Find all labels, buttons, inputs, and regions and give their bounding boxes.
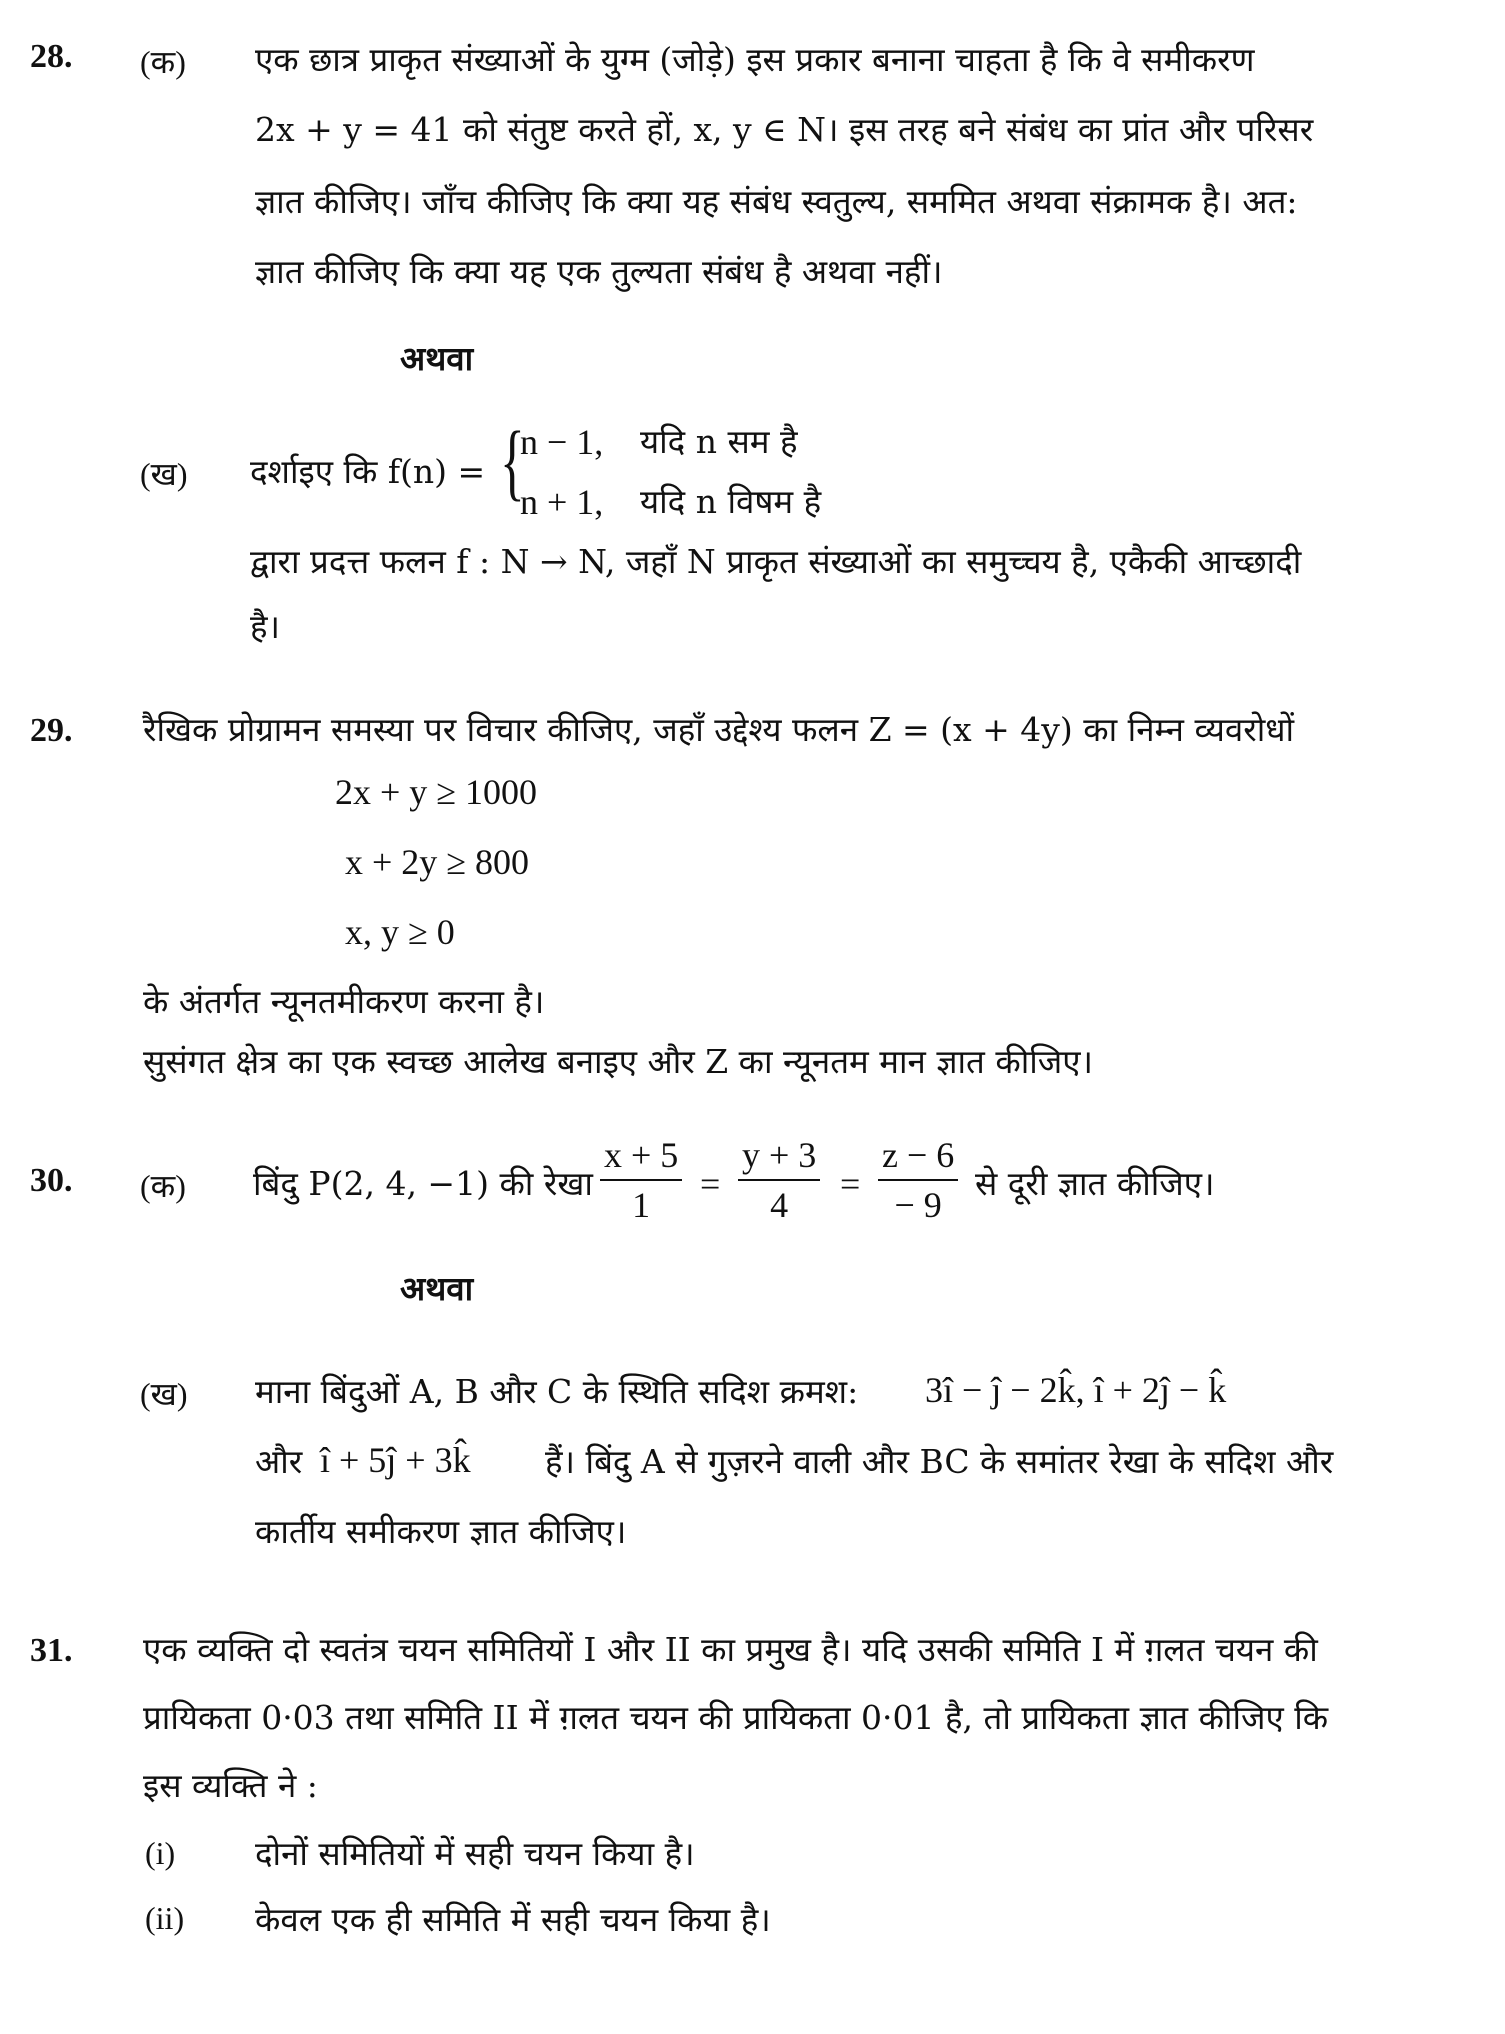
q28b-intro: दर्शाइए कि f(n) = <box>250 452 486 491</box>
q31-part-i-text: दोनों समितियों में सही चयन किया है। <box>255 1834 695 1873</box>
q30-or-divider: अथवा <box>400 1269 474 1308</box>
fraction-z <box>878 1135 958 1225</box>
q30b-line-2-post: हैं। बिंदु A से गुज़रने वाली और BC के समांतर रेखा के सदिश और <box>545 1442 1334 1481</box>
q31-part-i-label: (i) <box>145 1835 176 1871</box>
q30b-line-2-pre: और <box>255 1442 303 1481</box>
q30-part-b-label: (ख) <box>140 1376 188 1412</box>
q30b-line-3: कार्तीय समीकरण ज्ञात कीजिए। <box>255 1512 627 1551</box>
q28a-line-4: ज्ञात कीजिए कि क्या यह एक तुल्यता संबंध है अथवा नहीं। <box>255 252 943 291</box>
q29-constraint-3: x, y ≥ 0 <box>345 912 455 952</box>
q28a-line-2: 2x + y = 41 को संतुष्ट करते हों, x, y ∈ N। इस तरह बने संबंध का प्रांत और परिसर <box>255 110 1314 149</box>
q28b-line-2: है। <box>250 607 281 646</box>
question-number-31: 31. <box>30 1632 73 1669</box>
question-number-28: 28. <box>30 38 73 75</box>
q28-or-divider: अथवा <box>400 339 474 378</box>
q28b-case2-expr: n + 1, <box>520 482 604 522</box>
question-number-29: 29. <box>30 712 73 749</box>
q28a-line-1: एक छात्र प्राकृत संख्याओं के युग्म (जोड़े) इस प्रकार बनाना चाहता है कि वे समीकरण <box>255 40 1255 79</box>
fraction-x-numerator: x + 5 <box>604 1135 679 1175</box>
question-number-30: 30. <box>30 1162 73 1199</box>
q29-line-2: सुसंगत क्षेत्र का एक स्वच्छ आलेख बनाइए और Z का न्यूनतम मान ज्ञात कीजिए। <box>143 1042 1094 1081</box>
piecewise-brace: { <box>500 413 525 509</box>
q28b-line-1: द्वारा प्रदत्त फलन f : N → N, जहाँ N प्राकृत संख्याओं का समुच्चय है, एकैकी आच्छादी <box>250 542 1302 581</box>
fraction-bar <box>738 1179 820 1181</box>
equals-sign-1: = <box>700 1164 721 1204</box>
q30b-vector-c: î + 5ĵ + 3k̂ <box>320 1440 471 1480</box>
q30a-pre: बिंदु P(2, 4, −1) की रेखा <box>253 1164 593 1203</box>
fraction-bar <box>878 1179 958 1181</box>
q28-part-a-label: (क) <box>140 44 186 80</box>
fraction-x-denominator: 1 <box>632 1185 651 1225</box>
q28b-case2-cond: यदि n विषम है <box>640 482 822 521</box>
q31-line-1: एक व्यक्ति दो स्वतंत्र चयन समितियों I और II का प्रमुख है। यदि उसकी समिति I में ग़लत चयन की <box>143 1630 1318 1669</box>
fraction-y-numerator: y + 3 <box>742 1135 817 1175</box>
fraction-z-numerator: z − 6 <box>882 1135 955 1175</box>
fraction-z-denominator: − 9 <box>894 1185 942 1225</box>
q29-line-1: के अंतर्गत न्यूनतमीकरण करना है। <box>143 982 545 1021</box>
q28-part-b-label: (ख) <box>140 456 188 492</box>
q31-line-3: इस व्यक्ति ने : <box>143 1766 318 1805</box>
q31-line-2: प्रायिकता 0·03 तथा समिति II में ग़लत चयन की प्रायिकता 0·01 है, तो प्रायिकता ज्ञात कीजिए कि <box>143 1698 1329 1737</box>
q28b-case1-expr: n − 1, <box>520 422 604 462</box>
fraction-y-denominator: 4 <box>770 1185 789 1225</box>
equals-sign-2: = <box>840 1164 861 1204</box>
q30-part-a-label: (क) <box>140 1168 186 1204</box>
fraction-bar <box>600 1179 682 1181</box>
q30b-vectors-a-b: 3î − ĵ − 2k̂, î + 2ĵ − k̂ <box>925 1370 1227 1410</box>
fraction-x <box>600 1135 682 1225</box>
q29-constraint-2: x + 2y ≥ 800 <box>345 842 530 882</box>
fraction-y <box>738 1135 820 1225</box>
q28a-line-3: ज्ञात कीजिए। जाँच कीजिए कि क्या यह संबंध स्वतुल्य, सममित अथवा संक्रामक है। अत: <box>255 182 1298 221</box>
q31-part-ii-text: केवल एक ही समिति में सही चयन किया है। <box>255 1900 771 1939</box>
q29-intro: रैखिक प्रोग्रामन समस्या पर विचार कीजिए, जहाँ उद्देश्य फलन Z = (x + 4y) का निम्न व्यवरोधों <box>143 710 1295 749</box>
q28b-case1-cond: यदि n सम है <box>640 422 798 461</box>
q30a-post: से दूरी ज्ञात कीजिए। <box>975 1164 1215 1203</box>
q31-part-ii-label: (ii) <box>145 1900 185 1936</box>
q30b-line-1-text: माना बिंदुओं A, B और C के स्थिति सदिश क्रमश: <box>255 1372 859 1411</box>
q29-constraint-1: 2x + y ≥ 1000 <box>335 772 538 812</box>
